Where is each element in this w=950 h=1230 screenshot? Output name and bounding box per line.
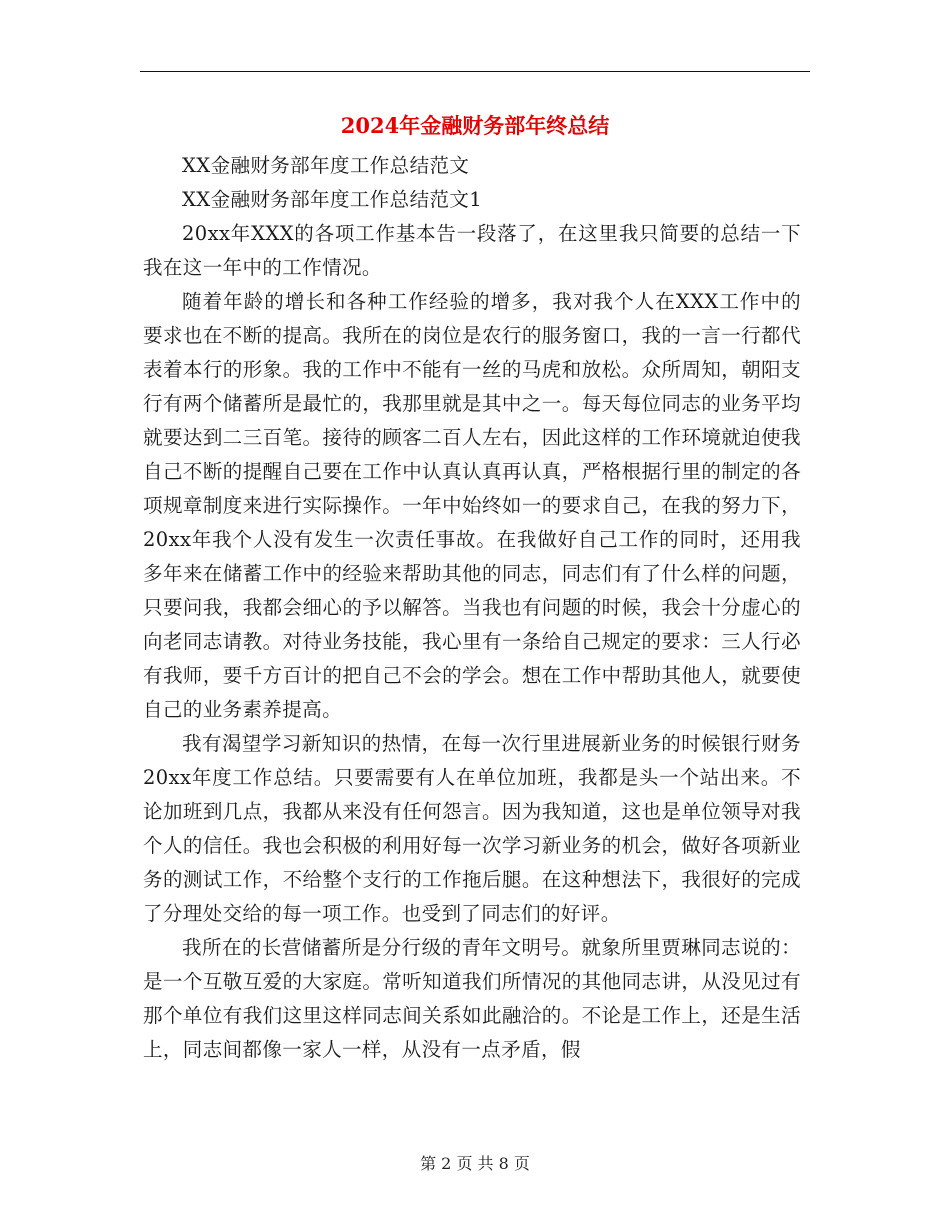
paragraph-subtitle-2: XX金融财务部年度工作总结范文1 [182, 188, 483, 211]
paragraph-intro: 20xx年XXX的各项工作基本告一段落了，在这里我只简要的总结一下我在这一年中的工作情况。 [143, 222, 801, 279]
page-number-footer: 第 2 页 共 8 页 [420, 1154, 530, 1173]
paragraph-team: 我所在的长营储蓄所是分行级的青年文明号。就象所里贾琳同志说的：是一个互敬互爱的大家庭。常听知道我们所情况的其他同志讲，从没见过有那个单位有我们这里这样同志间关系如此融洽的。不论是工作上，还是生活上，同志间都像一家人一样，从没有一点矛盾，假 [143, 936, 801, 1061]
document-body [143, 149, 801, 1067]
header-rule [140, 71, 810, 72]
paragraph-learning: 我有渴望学习新知识的热情，在每一次行里进展新业务的时候银行财务20xx年度工作总结。只要需要有人在单位加班，我都是头一个站出来。不论加班到几点，我都从来没有任何怨言。因为我知道，这也是单位领导对我个人的信任。我也会积极的利用好每一次学习新业务的机会，做好各项新业务的测试工作，不给整个支行的工作拖后腿。在这种想法下，我很好的完成了分理处交给的每一项工作。也受到了同志们的好评。 [143, 732, 801, 925]
paragraph-subtitle-1: XX金融财务部年度工作总结范文 [182, 154, 470, 177]
paragraph-work-requirements: 随着年龄的增长和各种工作经验的增多，我对我个人在XXX工作中的要求也在不断的提高。我所在的岗位是农行的服务窗口，我的一言一行都代表着本行的形象。我的工作中不能有一丝的马虎和放松。众所周知，朝阳支行有两个储蓄所是最忙的，我那里就是其中之一。每天每位同志的业务平均就要达到二三百笔。接待的顾客二百人左右，因此这样的工作环境就迫使我自己不断的提醒自己要在工作中认真认真再认真，严格根据行里的制定的各项规章制度来进行实际操作。一年中始终如一的要求自己，在我的努力下，20xx年我个人没有发生一次责任事故。在我做好自己工作的同时，还用我多年来在储蓄工作中的经验来帮助其他的同志，同志们有了什么样的问题，只要问我，我都会细心的予以解答。当我也有问题的时候，我会十分虚心的向老同志请教。对待业务技能，我心里有一条给自己规定的要求：三人行必有我师，要千方百计的把自己不会的学会。想在工作中帮助其他人，就要使自己的业务素养提高。 [143, 290, 801, 721]
document-title: 2024年金融财务部年终总结 [340, 113, 610, 138]
